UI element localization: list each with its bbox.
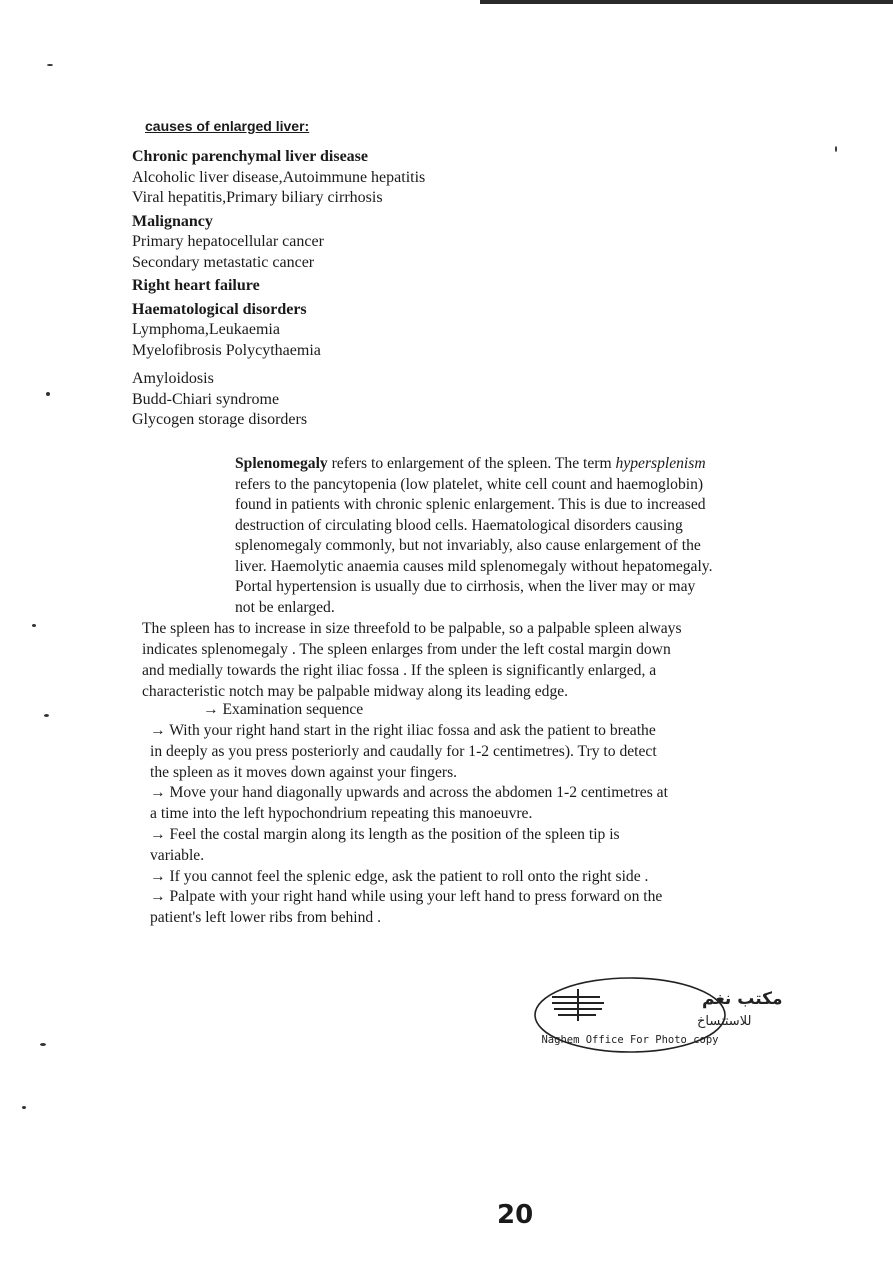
exam-line: → Feel the costal margin along its length as the position of the spleen tip is (150, 825, 620, 843)
paragraph-line: The spleen has to increase in size threefold to be palpable, so a palpable spleen always (142, 620, 682, 637)
paragraph-line: found in patients with chronic splenic enlargement. This is due to increased (235, 496, 706, 513)
page-heading (145, 118, 309, 134)
stamp-english-text: Naghem Office For Photo copy (541, 1034, 719, 1046)
paragraph-line: not be enlarged. (235, 598, 335, 616)
scan-speck (32, 624, 36, 627)
cause-line: Lymphoma,Leukaemia (132, 321, 280, 338)
paragraph-line: liver. Haemolytic anaemia causes mild splenomegaly without hepatomegaly. (235, 557, 713, 575)
exam-line: → If you cannot feel the splenic edge, ask the patient to roll onto the right side . (150, 867, 649, 885)
exam-sequence-steps (150, 721, 668, 929)
heading-text: causes of enlarged liver: (145, 118, 310, 134)
cause-line: Alcoholic liver disease,Autoimmune hepatitis (132, 168, 426, 186)
scan-speck (22, 1106, 26, 1109)
paragraph-line: splenomegaly commonly, but not invariably, also cause enlargement of the (235, 537, 701, 554)
paragraph-line: refers to the pancytopenia (low platelet, white cell count and haemoglobin) (235, 475, 704, 493)
cause-line: Secondary metastatic cancer (132, 253, 315, 271)
palpable-spleen-paragraph (142, 618, 682, 702)
exam-line: → Move your hand diagonally upwards and across the abdomen 1-2 centimetres at (150, 784, 668, 802)
paragraph-text: refers to enlargement of the spleen. The term (327, 455, 616, 472)
paragraph-line: and medially towards the right iliac fossa . If the spleen is significantly enlarged, a (142, 662, 657, 679)
paragraph-line: characteristic notch may be palpable midway along its leading edge. (142, 683, 569, 700)
cause-header: Malignancy (132, 212, 213, 230)
cause-header: Haematological disorders (132, 300, 307, 318)
paragraph-line (235, 454, 783, 475)
scan-top-edge (480, 0, 893, 4)
stamp-arabic-subtitle: للاستنساخ (697, 1014, 752, 1029)
cause-line: Viral hepatitis,Primary biliary cirrhosis (132, 189, 383, 206)
exam-line: the spleen as it moves down against your fingers. (150, 763, 458, 781)
cause-header: Chronic parenchymal liver disease (132, 148, 368, 165)
page-number: 20 (497, 1200, 534, 1230)
scan-speck (46, 392, 50, 396)
causes-list (132, 144, 425, 431)
scan-speck (47, 64, 53, 66)
exam-line: a time into the left hypochondrium repeating this manoeuvre. (150, 805, 533, 823)
exam-line: in deeply as you press posteriorly and caudally for 1-2 centimetres). Try to detect (150, 742, 657, 760)
splenomegaly-term: Splenomegaly (235, 455, 328, 472)
scan-speck (40, 1043, 46, 1046)
cause-header: Right heart failure (132, 277, 260, 294)
cause-line: Budd-Chiari syndrome (132, 390, 280, 408)
scan-speck (835, 146, 837, 152)
cause-line: Primary hepatocellular cancer (132, 233, 324, 250)
hypersplenism-term: hypersplenism (615, 455, 706, 472)
exam-sequence-title: → Examination sequence (203, 701, 364, 718)
exam-line: → Palpate with your right hand while using your left hand to press forward on the (150, 888, 663, 906)
paragraph-line: destruction of circulating blood cells. Haematological disorders causing (235, 516, 683, 534)
cause-line: Myelofibrosis Polycythaemia (132, 341, 321, 359)
scan-speck (44, 714, 49, 717)
paragraph-line: Portal hypertension is usually due to cirrhosis, when the liver may or may (235, 578, 696, 595)
exam-line: patient's left lower ribs from behind . (150, 909, 382, 927)
stamp-arabic-name: مكتب نغم (702, 989, 783, 1009)
exam-line: → With your right hand start in the right iliac fossa and ask the patient to breathe (150, 722, 656, 739)
splenomegaly-paragraph (235, 454, 783, 618)
photocopy-office-stamp (532, 975, 783, 1055)
cause-line: Glycogen storage disorders (132, 411, 308, 428)
cause-line: Amyloidosis (132, 370, 214, 387)
exam-line: variable. (150, 846, 205, 864)
paragraph-line: indicates splenomegaly . The spleen enlarges from under the left costal margin down (142, 641, 671, 658)
stamp-logo-icon (552, 989, 604, 1021)
